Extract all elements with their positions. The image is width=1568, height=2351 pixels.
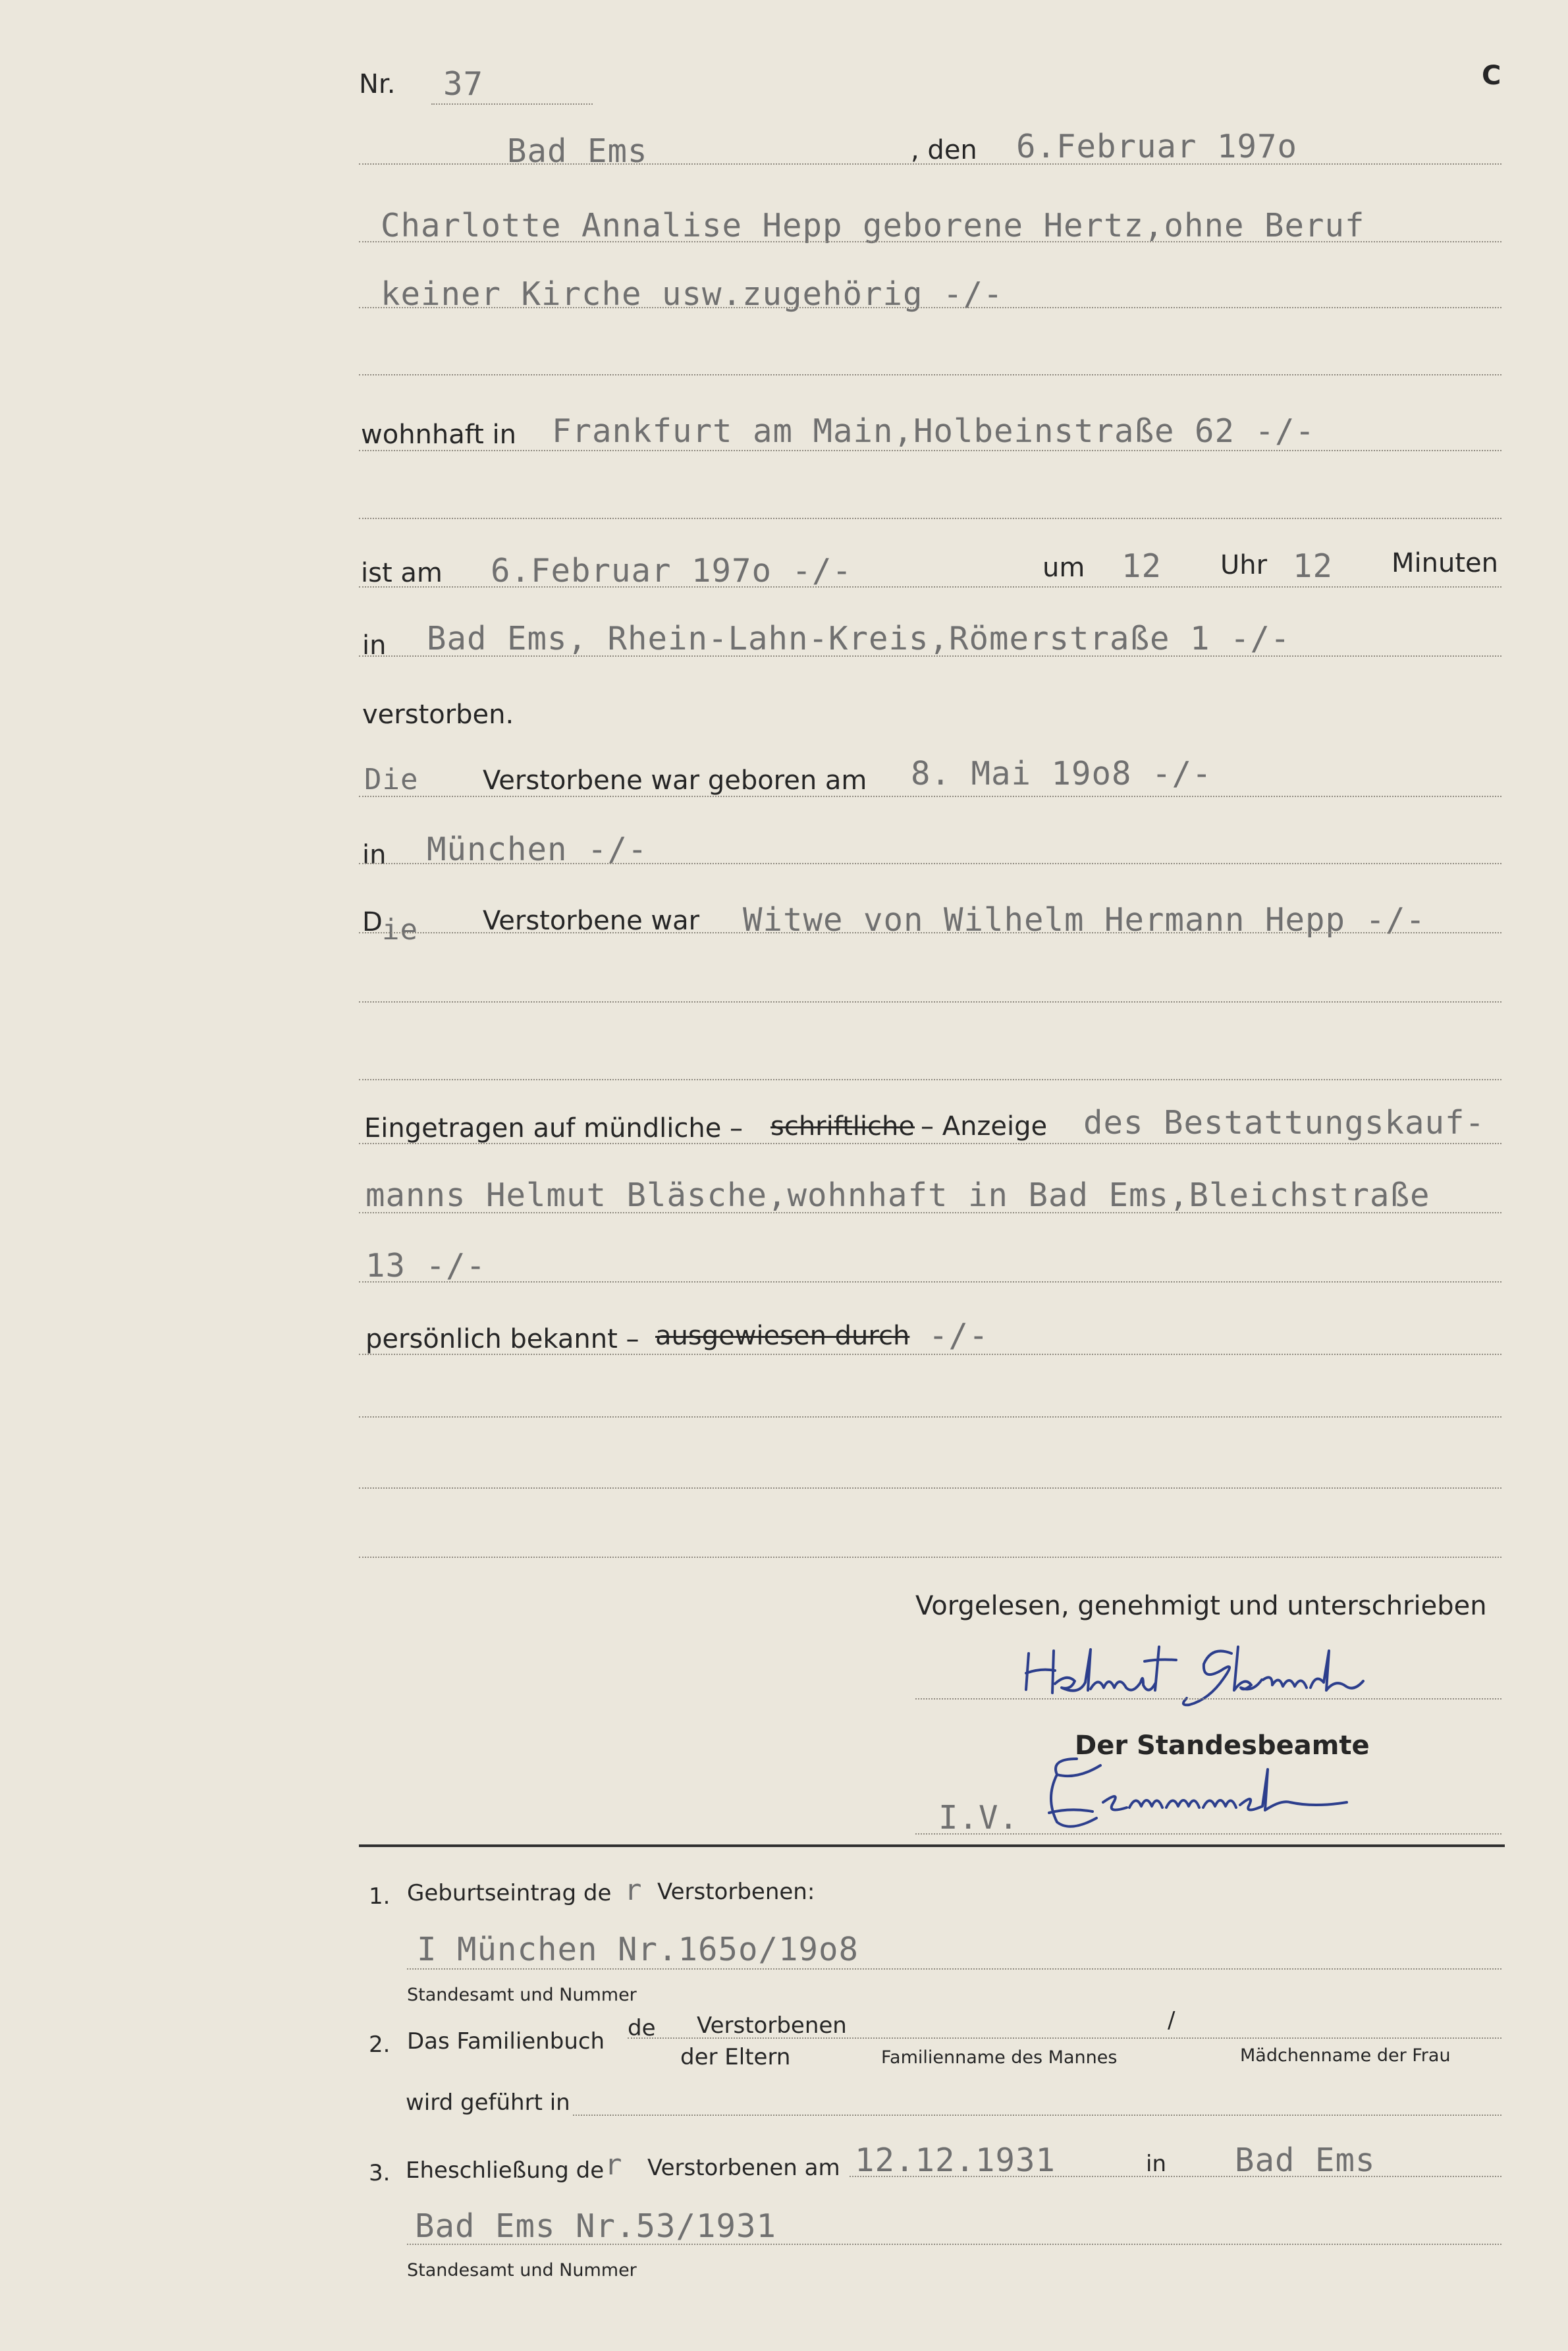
marital-d-label: D [362, 907, 383, 937]
ist-am-label: ist am [361, 558, 443, 588]
marital-status: Witwe von Wilhelm Hermann Hepp -/- [743, 901, 1426, 939]
registration-text-line1: des Bestattungskauf- [1083, 1104, 1486, 1142]
residence-underline [359, 450, 1501, 451]
place-date-underline [359, 163, 1501, 165]
marital-underline [359, 932, 1501, 933]
note3-value: Bad Ems Nr.53/1931 [415, 2207, 777, 2245]
registration-text-line3: 13 -/- [365, 1247, 487, 1285]
note2-caption-woman: Mädchenname der Frau [1240, 2045, 1451, 2066]
registration-struck-word: schriftliche [770, 1111, 915, 1142]
death-minute: 12 [1293, 547, 1334, 585]
iv-label: I.V. [938, 1799, 1019, 1837]
den-label: , den [911, 135, 977, 165]
note1-typed-r: r [624, 1873, 643, 1907]
blank-underline-6 [359, 1487, 1501, 1489]
note3-in: in [1146, 2151, 1166, 2177]
death-hour: 12 [1122, 547, 1162, 585]
birth-place-underline [359, 863, 1501, 864]
note3-typed-r: r [605, 2148, 623, 2182]
religion-underline [359, 307, 1501, 308]
blank-underline-7 [359, 1557, 1501, 1558]
note2-underline-2 [573, 2115, 1501, 2116]
deceased-name-line: Charlotte Annalise Hepp geborene Hertz,ohne Beruf [381, 207, 1365, 244]
verstorben-label: verstorben. [362, 700, 514, 730]
note2-underline [628, 2037, 1501, 2039]
note1-caption: Standesamt und Nummer [407, 1985, 637, 2005]
record-date: 6.Februar 197o [1016, 128, 1298, 165]
informant-signature [1014, 1627, 1403, 1713]
blank-underline-3 [359, 1001, 1501, 1003]
blank-underline-2 [359, 518, 1501, 519]
birth-underline [359, 796, 1501, 797]
uhr-label: Uhr [1220, 550, 1268, 580]
note3-underline [850, 2176, 1501, 2177]
note1-value: I München Nr.165o/19o8 [417, 1931, 859, 1968]
death-date: 6.Februar 197o -/- [491, 552, 853, 590]
minuten-label: Minuten [1392, 548, 1498, 578]
official-signature-underline [915, 1833, 1501, 1835]
official-title: Der Standesbeamte [1075, 1730, 1370, 1761]
birth-date: 8. Mai 19o8 -/- [911, 755, 1212, 792]
name-underline [359, 241, 1501, 242]
um-label: um [1042, 553, 1085, 583]
registration-label-end: – Anzeige [921, 1111, 1048, 1142]
note2-de: de [628, 2015, 656, 2041]
birth-label: Verstorbene war geboren am [483, 765, 867, 796]
birth-die-typed: Die [364, 763, 419, 796]
death-place-underline [359, 655, 1501, 657]
note1-number: 1. [369, 1883, 391, 1910]
corner-letter: C [1482, 61, 1501, 91]
registration-text-line2: manns Helmut Bläsche,wohnhaft in Bad Ems,Bleichstraße [365, 1176, 1430, 1214]
death-time-underline [359, 586, 1501, 588]
note3-label2: Verstorbenen am [647, 2155, 840, 2181]
record-number: 37 [443, 65, 484, 103]
blank-underline-5 [359, 1416, 1501, 1418]
note3-date: 12.12.1931 [855, 2142, 1056, 2179]
note3-underline-2 [407, 2244, 1501, 2245]
note3-caption: Standesamt und Nummer [407, 2260, 637, 2281]
note3-place: Bad Ems [1235, 2142, 1376, 2179]
marital-ie-typed: ie [382, 913, 418, 947]
known-struck: ausgewiesen durch [655, 1321, 910, 1351]
note1-underline [407, 1968, 1501, 1970]
blank-underline-4 [359, 1079, 1501, 1080]
death-place: Bad Ems, Rhein-Lahn-Kreis,Römerstraße 1 -/- [427, 620, 1291, 657]
informant-signature-underline [915, 1698, 1501, 1700]
note1-label: Geburtseintrag de [407, 1880, 612, 1906]
note2-eltern: der Eltern [680, 2044, 791, 2070]
registration-label-start: Eingetragen auf mündliche – [364, 1113, 743, 1144]
birth-place: München -/- [427, 831, 648, 868]
registration-underline-1 [359, 1143, 1501, 1144]
deceased-residence: Frankfurt am Main,Holbeinstraße 62 -/- [552, 412, 1316, 450]
note2-label2: wird geführt in [406, 2089, 570, 2116]
death-in-label: in [362, 630, 387, 661]
note3-number: 3. [369, 2160, 391, 2186]
note3-label: Eheschließung de [406, 2157, 605, 2184]
note2-number: 2. [369, 2032, 391, 2058]
notes-separator [359, 1844, 1505, 1847]
note2-verstorbenen: Verstorbenen [697, 2012, 847, 2039]
residence-label: wohnhaft in [361, 420, 516, 450]
nr-label: Nr. [359, 69, 396, 99]
blank-underline-1 [359, 374, 1501, 375]
marital-label: Verstorbene war [483, 906, 700, 936]
note2-caption-man: Familienname des Mannes [881, 2047, 1118, 2068]
closing-statement: Vorgelesen, genehmigt und unterschrieben [915, 1591, 1487, 1621]
registration-underline-3 [359, 1281, 1501, 1283]
official-signature [1037, 1739, 1393, 1838]
note2-label: Das Familienbuch [407, 2028, 605, 2055]
record-place: Bad Ems [507, 132, 648, 170]
known-value: -/- [929, 1317, 989, 1354]
known-label: persönlich bekannt – [365, 1324, 639, 1354]
note1-label2: Verstorbenen: [657, 1879, 815, 1905]
birth-in-label: in [362, 840, 387, 870]
known-underline [359, 1354, 1501, 1355]
registration-underline-2 [359, 1212, 1501, 1213]
deceased-religion-line: keiner Kirche usw.zugehörig -/- [381, 275, 1004, 313]
note2-slash: / [1168, 2007, 1176, 2033]
nr-underline [431, 103, 593, 105]
